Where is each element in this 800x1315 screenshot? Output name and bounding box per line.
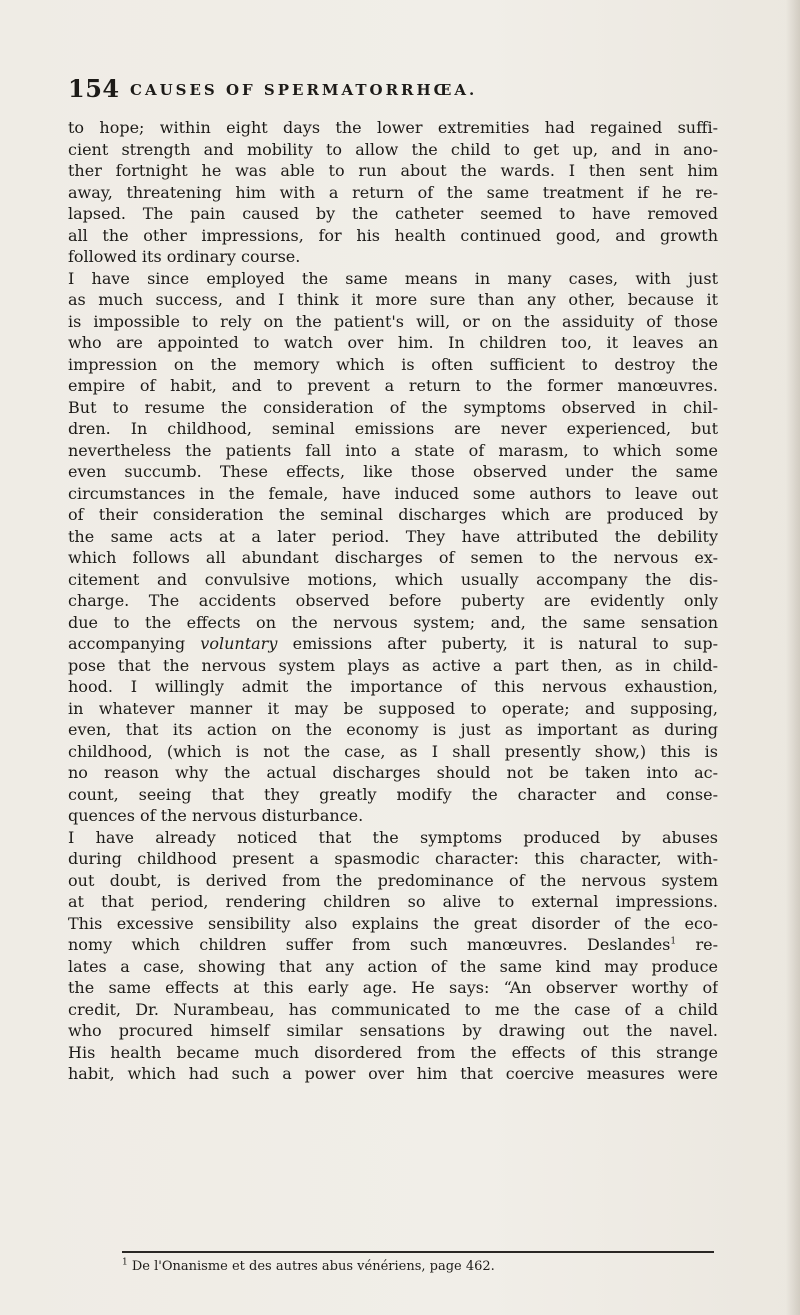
footnote-rule [122,1251,714,1253]
text-line: impression on the memory which is often sufficient to destroy the [68,354,718,374]
text-line: due to the effects on the nervous system; and, the same sensation [68,612,718,632]
text-line: out doubt, is derived from the predominance of the nervous system [68,870,718,890]
text-line: quences of the nervous disturbance. [68,806,364,825]
text-segment: re- [676,935,718,954]
text-line: lates a case, showing that any action of the same kind may produce [68,956,718,976]
text-line: which follows all abundant discharges of semen to the nervous ex- [68,548,718,567]
text-line: even succumb. These effects, like those observed under the same [68,462,718,481]
text-line: credit, Dr. Nurambeau, has communicated to me the case of a child [68,999,718,1019]
text-line: hood. I willingly admit the importance of this nervous exhaustion, [68,677,718,696]
text-line: But to resume the consideration of the symptoms observed in chil- [68,397,718,417]
text-line: cient strength and mobility to allow the child to get up, and in ano- [68,139,718,159]
text-line: away, threatening him with a return of the same treatment if he re- [68,182,718,202]
body-text [68,117,718,1085]
text-line: the same acts at a later period. They have attributed the debility [68,526,718,546]
text-line: of their consideration the seminal discharges which are produced by [68,505,718,524]
text-segment: emissions after puberty, it is natural to sup- [292,634,718,653]
text-line: is impossible to rely on the patient's will, or on the assiduity of those [68,311,718,331]
text-line: at that period, rendering children so alive to external impressions. [68,892,718,911]
footnote [122,1258,722,1276]
footnote-ref: 1 [670,936,677,947]
text-line: lapsed. The pain caused by the catheter seemed to have removed [68,204,718,223]
text-line: dren. In childhood, seminal emissions are never experienced, but [68,419,718,438]
text-line: childhood, (which is not the case, as I shall presently show,) this is [68,741,718,761]
text-line: in whatever manner it may be supposed to operate; and supposing, [68,698,718,718]
text-line: all the other impressions, for his health continued good, and growth [68,225,718,245]
text-line: no reason why the actual discharges should not be taken into ac- [68,763,718,782]
text-line: circumstances in the female, have induced some authors to leave out [68,483,718,503]
footnote-text: De l'Onanisme et des autres abus vénériens, page 462. [131,1259,495,1274]
page-edge-shadow [786,0,800,1315]
page-header [68,74,718,110]
text-line: the same effects at this early age. He says: “An observer worthy of [68,978,718,997]
text-line: habit, which had such a power over him that coercive measures were [68,1064,718,1083]
text-line: empire of habit, and to prevent a return to the former manœuvres. [68,376,718,395]
text-line: even, that its action on the economy is just as important as during [68,720,718,739]
text-line: nevertheless the patients fall into a state of marasm, to which some [68,440,718,460]
text-line: count, seeing that they greatly modify the character and conse- [68,784,718,804]
text-line: to hope; within eight days the lower extremities had regained suffi- [68,118,718,137]
footnote-marker: 1 [122,1257,128,1268]
text-line [68,633,718,655]
text-line: citement and convulsive motions, which usually accompany the dis- [68,569,718,589]
text-line: This excessive sensibility also explains the great disorder of the eco- [68,913,718,933]
text-line: His health became much disordered from the effects of this strange [68,1042,718,1062]
text-line: I have since employed the same means in many cases, with just [68,268,718,288]
text-line: I have already noticed that the symptoms produced by abuses [68,827,718,847]
text-line: ther fortnight he was able to run about the wards. I then sent him [68,161,718,180]
text-line: as much success, and I think it more sure than any other, because it [68,290,718,309]
text-segment: nomy which children suffer from such manœuvres. Deslandes [68,935,671,954]
text-line: during childhood present a spasmodic character: this character, with- [68,849,718,868]
text-line: charge. The accidents observed before puberty are evidently only [68,591,718,610]
running-head: CAUSES OF SPERMATORRHŒA. [130,81,478,99]
text-line: pose that the nervous system plays as active a part then, as in child- [68,655,718,675]
text-line: who are appointed to watch over him. In children too, it leaves an [68,333,718,352]
text-segment: accompanying [68,634,186,653]
page-number: 154 [68,74,120,103]
italic-emphasis: voluntary [200,634,278,653]
text-line [68,934,718,956]
text-line: followed its ordinary course. [68,247,301,266]
text-line: who procured himself similar sensations by drawing out the navel. [68,1021,718,1040]
